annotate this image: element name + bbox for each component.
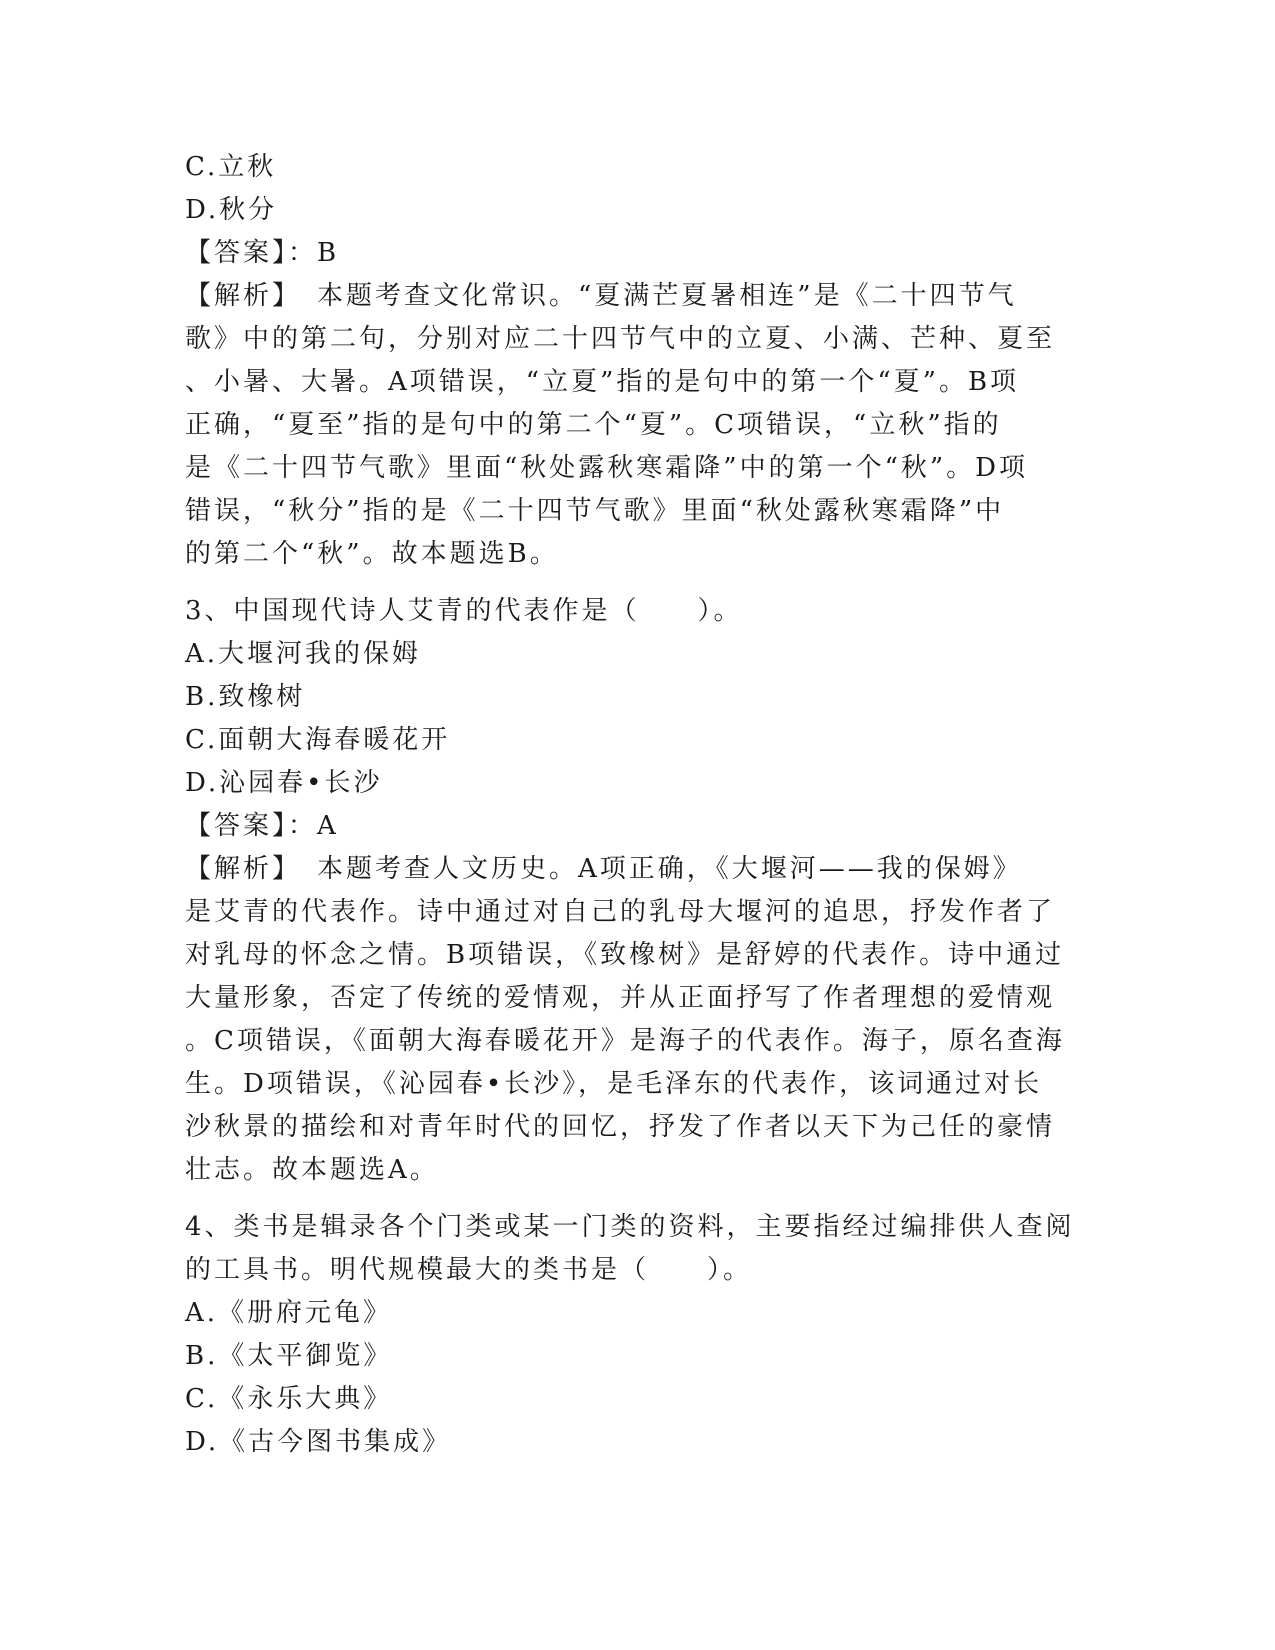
document-page bbox=[185, 146, 1085, 1464]
answer-line: 【答案】：B bbox=[185, 238, 340, 268]
analysis-line: 、小暑、大暑。A项错误，“立夏”指的是句中的第一个“夏”。B项 bbox=[185, 367, 1020, 397]
question-4-stem: 4、类书是辑录各个门类或某一门类的资料，主要指经过编排供人查阅 bbox=[185, 1212, 1075, 1242]
analysis-line: 是《二十四节气歌》里面“秋处露秋寒霜降”中的第一个“秋”。D项 bbox=[185, 453, 1029, 483]
analysis-line: 歌》中的第二句，分别对应二十四节气中的立夏、小满、芒种、夏至 bbox=[185, 324, 1056, 354]
option-b: B.《太平御览》 bbox=[185, 1341, 393, 1371]
option-d: D.沁园春•长沙 bbox=[185, 768, 383, 798]
analysis-line: 错误，“秋分”指的是《二十四节气歌》里面“秋处露秋寒霜降”中 bbox=[185, 496, 1005, 526]
analysis-line: 对乳母的怀念之情。B项错误，《致橡树》是舒婷的代表作。诗中通过 bbox=[185, 940, 1065, 970]
analysis-line: 【解析】 本题考查文化常识。“夏满芒夏暑相连”是《二十四节气 bbox=[185, 281, 1017, 311]
analysis-line: 的第二个“秋”。故本题选B。 bbox=[185, 539, 559, 569]
option-c: C.立秋 bbox=[185, 152, 277, 182]
analysis-line: 沙秋景的描绘和对青年时代的回忆，抒发了作者以天下为己任的豪情 bbox=[185, 1112, 1056, 1142]
option-c: C.《永乐大典》 bbox=[185, 1384, 393, 1414]
question-4-stem: 的工具书。明代规模最大的类书是（ ）。 bbox=[185, 1255, 753, 1285]
analysis-line: 是艾青的代表作。诗中通过对自己的乳母大堰河的追思，抒发作者了 bbox=[185, 897, 1056, 927]
option-d: D.《古今图书集成》 bbox=[185, 1427, 452, 1457]
question-3-stem: 3、中国现代诗人艾青的代表作是（ ）。 bbox=[185, 596, 743, 626]
option-c: C.面朝大海春暖花开 bbox=[185, 725, 451, 755]
analysis-line: 。C项错误，《面朝大海春暖花开》是海子的代表作。海子，原名查海 bbox=[185, 1026, 1065, 1056]
analysis-line: 【解析】 本题考查人文历史。A项正确，《大堰河——我的保姆》 bbox=[185, 854, 1022, 884]
analysis-line: 生。D项错误，《沁园春•长沙》，是毛泽东的代表作，该词通过对长 bbox=[185, 1069, 1043, 1099]
option-a: A.大堰河我的保姆 bbox=[185, 639, 422, 669]
analysis-line: 正确，“夏至”指的是句中的第二个“夏”。C项错误，“立秋”指的 bbox=[185, 410, 1002, 440]
answer-line: 【答案】：A bbox=[185, 811, 339, 841]
analysis-line: 大量形象，否定了传统的爱情观，并从正面抒写了作者理想的爱情观 bbox=[185, 983, 1056, 1013]
analysis-line: 壮志。故本题选A。 bbox=[185, 1155, 439, 1185]
option-a: A.《册府元龟》 bbox=[185, 1298, 393, 1328]
option-b: B.致橡树 bbox=[185, 682, 306, 712]
option-d: D.秋分 bbox=[185, 195, 278, 225]
